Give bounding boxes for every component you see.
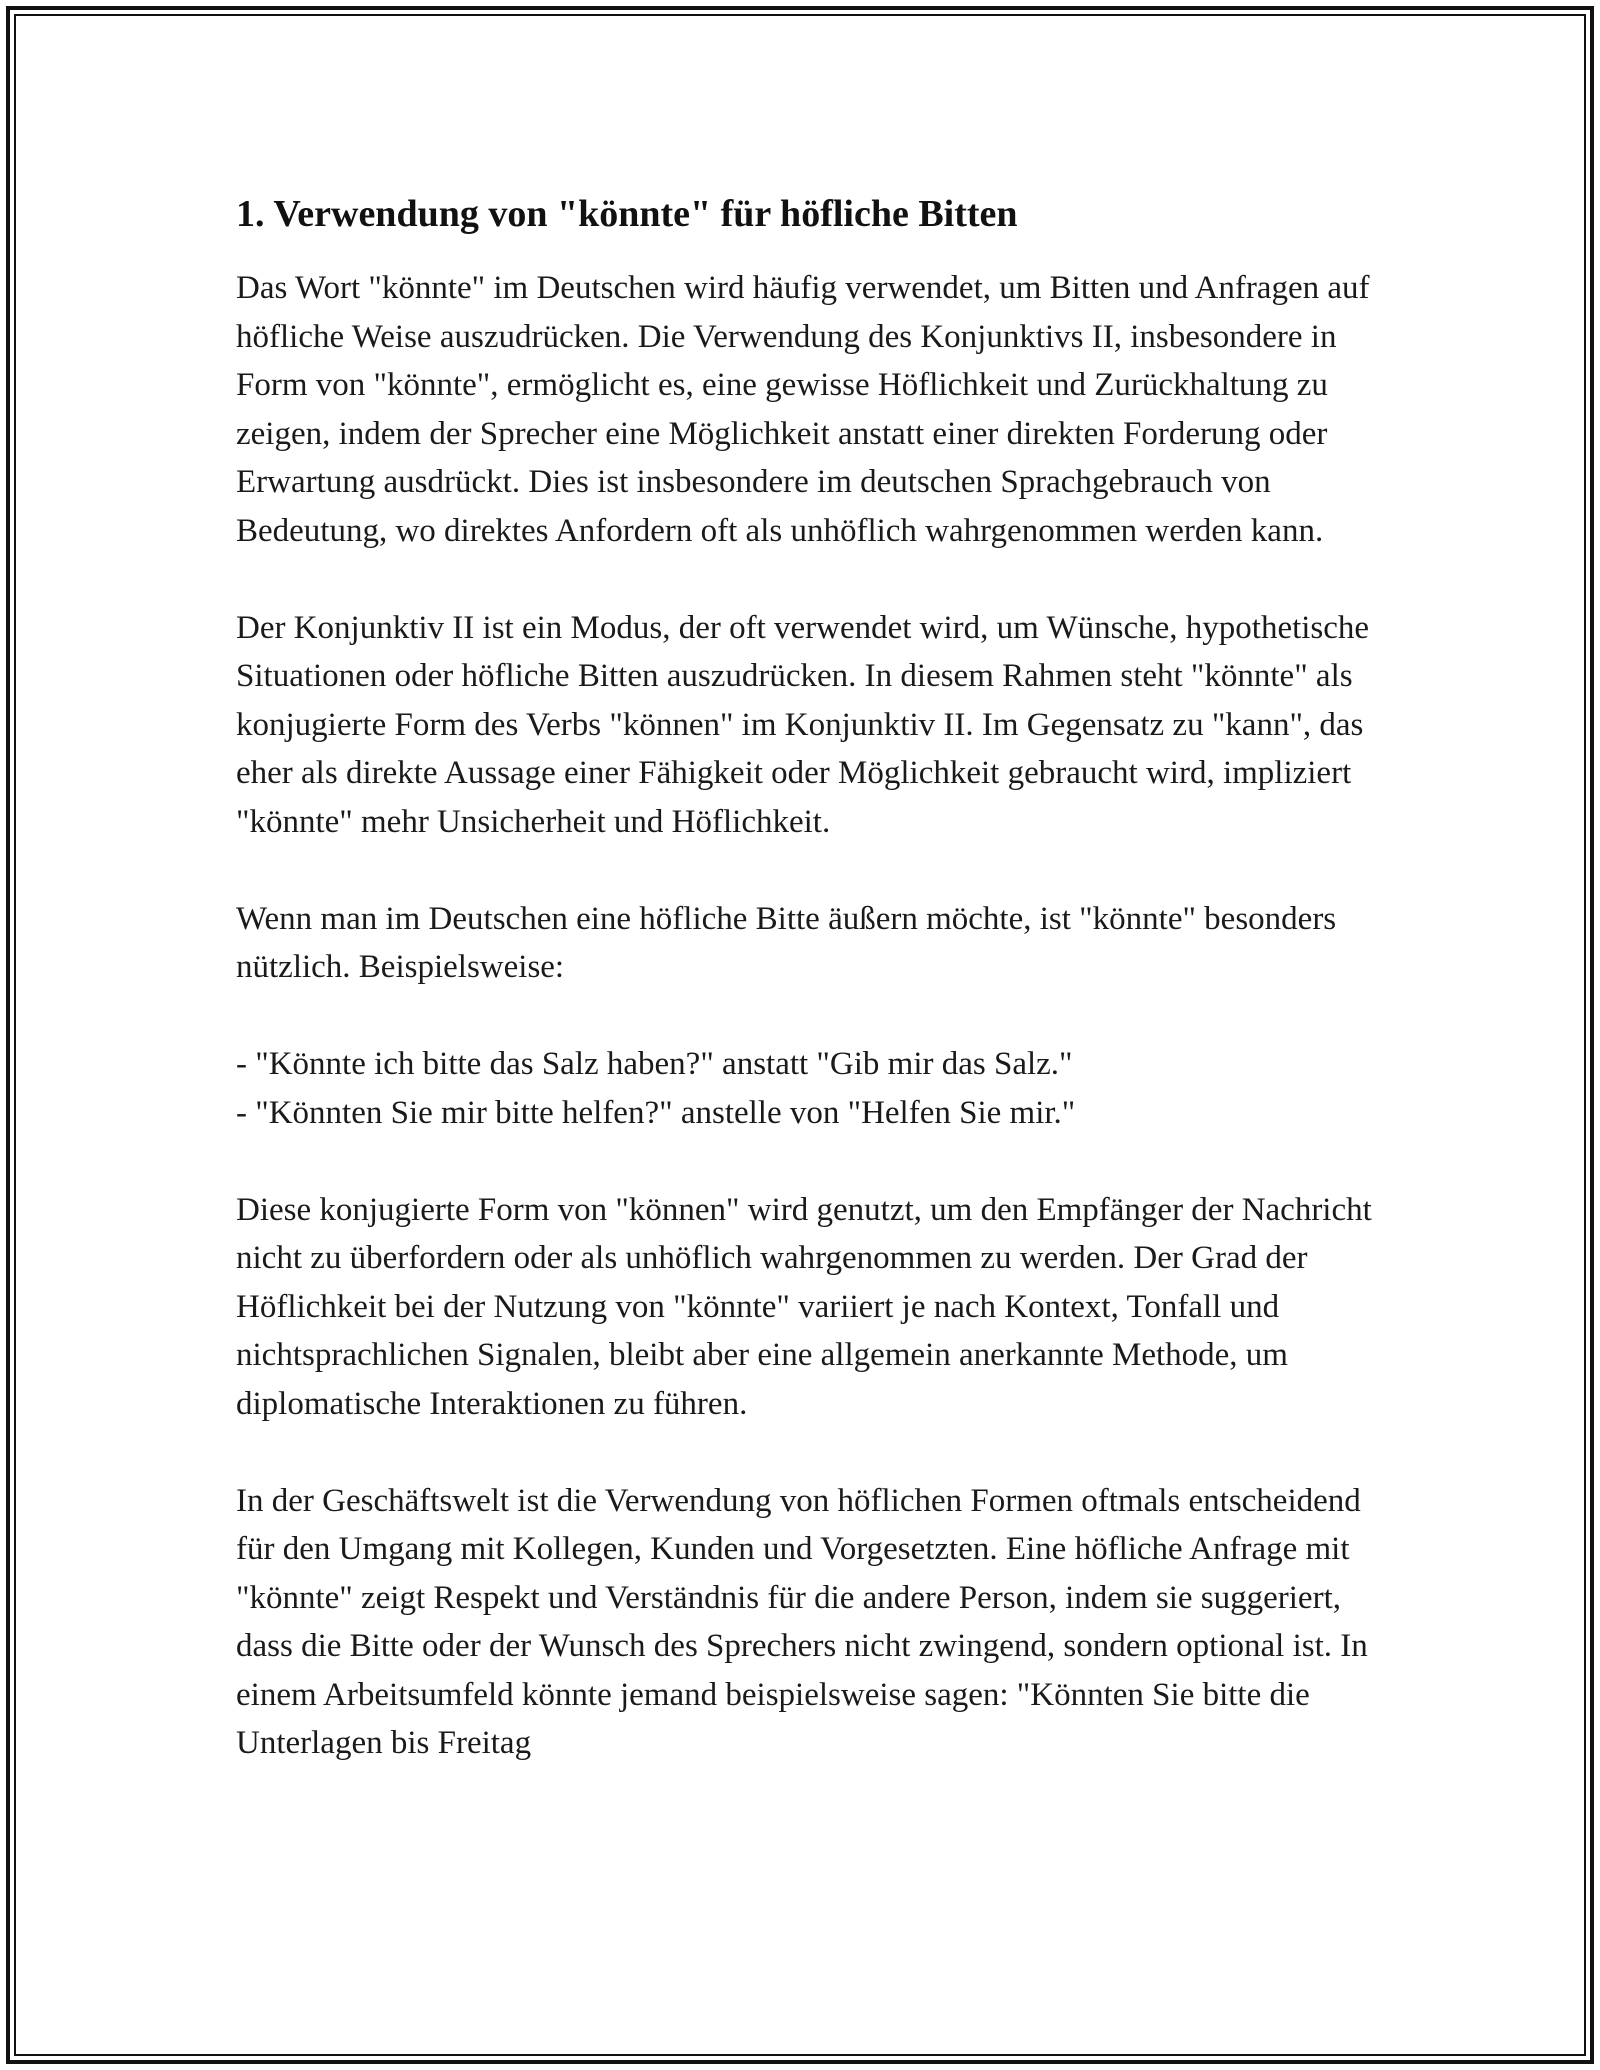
example-item: - "Könnte ich bitte das Salz haben?" anstatt "Gib mir das Salz." [236,1046,1073,1082]
paragraph: Wenn man im Deutschen eine höfliche Bitte äußern möchte, ist "könnte" besonders nützlich. Beispielsweise: [236,900,1337,985]
paragraph: Das Wort "könnte" im Deutschen wird häufig verwendet, um Bitten und Anfragen auf höfliche Weise auszudrücken. Die Verwendung des Konjunktivs II, insbesondere in Form von "könnte", ermöglicht es, eine gewisse Höflichkeit und Zurückhaltung zu zeigen, indem der Sprecher eine Möglichkeit anstatt einer direkten Forderung oder Erwartung ausdrückt. Dies ist insbesondere im deutschen Sprachgebrauch von Bedeutung, wo direktes Anfordern oft als unhöflich wahrgenommen werden kann. [236,270,1370,549]
example-item: - "Könnten Sie mir bitte helfen?" anstelle von "Helfen Sie mir." [236,1094,1076,1131]
paragraph: In der Geschäftswelt ist die Verwendung von höflichen Formen oftmals entscheidend für den Umgang mit Kollegen, Kunden und Vorgesetzten. Eine höfliche Anfrage mit "könnte" zeigt Respekt und Verständnis für die andere Person, indem sie suggeriert, dass die Bitte oder der Wunsch des Sprechers nicht zwingend, sondern optional ist. In einem Arbeitsumfeld könnte jemand beispielsweise sagen: "Könnten Sie bitte die Unterlagen bis Freitag [236,1482,1368,1761]
section-heading: 1. Verwendung von "könnte" für höfliche Bitten [236,193,1018,235]
paragraph: Der Konjunktiv II ist ein Modus, der oft verwendet wird, um Wünsche, hypothetische Situationen oder höfliche Bitten auszudrücken. In diesem Rahmen steht "könnte" als konjugierte Form des Verbs "können" im Konjunktiv II. Im Gegensatz zu "kann", das eher als direkte Aussage einer Fähigkeit oder Möglichkeit gebraucht wird, impliziert "könnte" mehr Unsicherheit und Höflichkeit. [236,609,1370,840]
example-list [236,1040,1386,1137]
document-body [236,186,1386,1816]
paragraph: Diese konjugierte Form von "können" wird genutzt, um den Empfänger der Nachricht nicht zu überfordern oder als unhöflich wahrgenommen zu werden. Der Grad der Höflichkeit bei der Nutzung von "könnte" variiert je nach Kontext, Tonfall und nichtsprachlichen Signalen, bleibt aber eine allgemein anerkannte Methode, um diplomatische Interaktionen zu führen. [236,1191,1372,1422]
